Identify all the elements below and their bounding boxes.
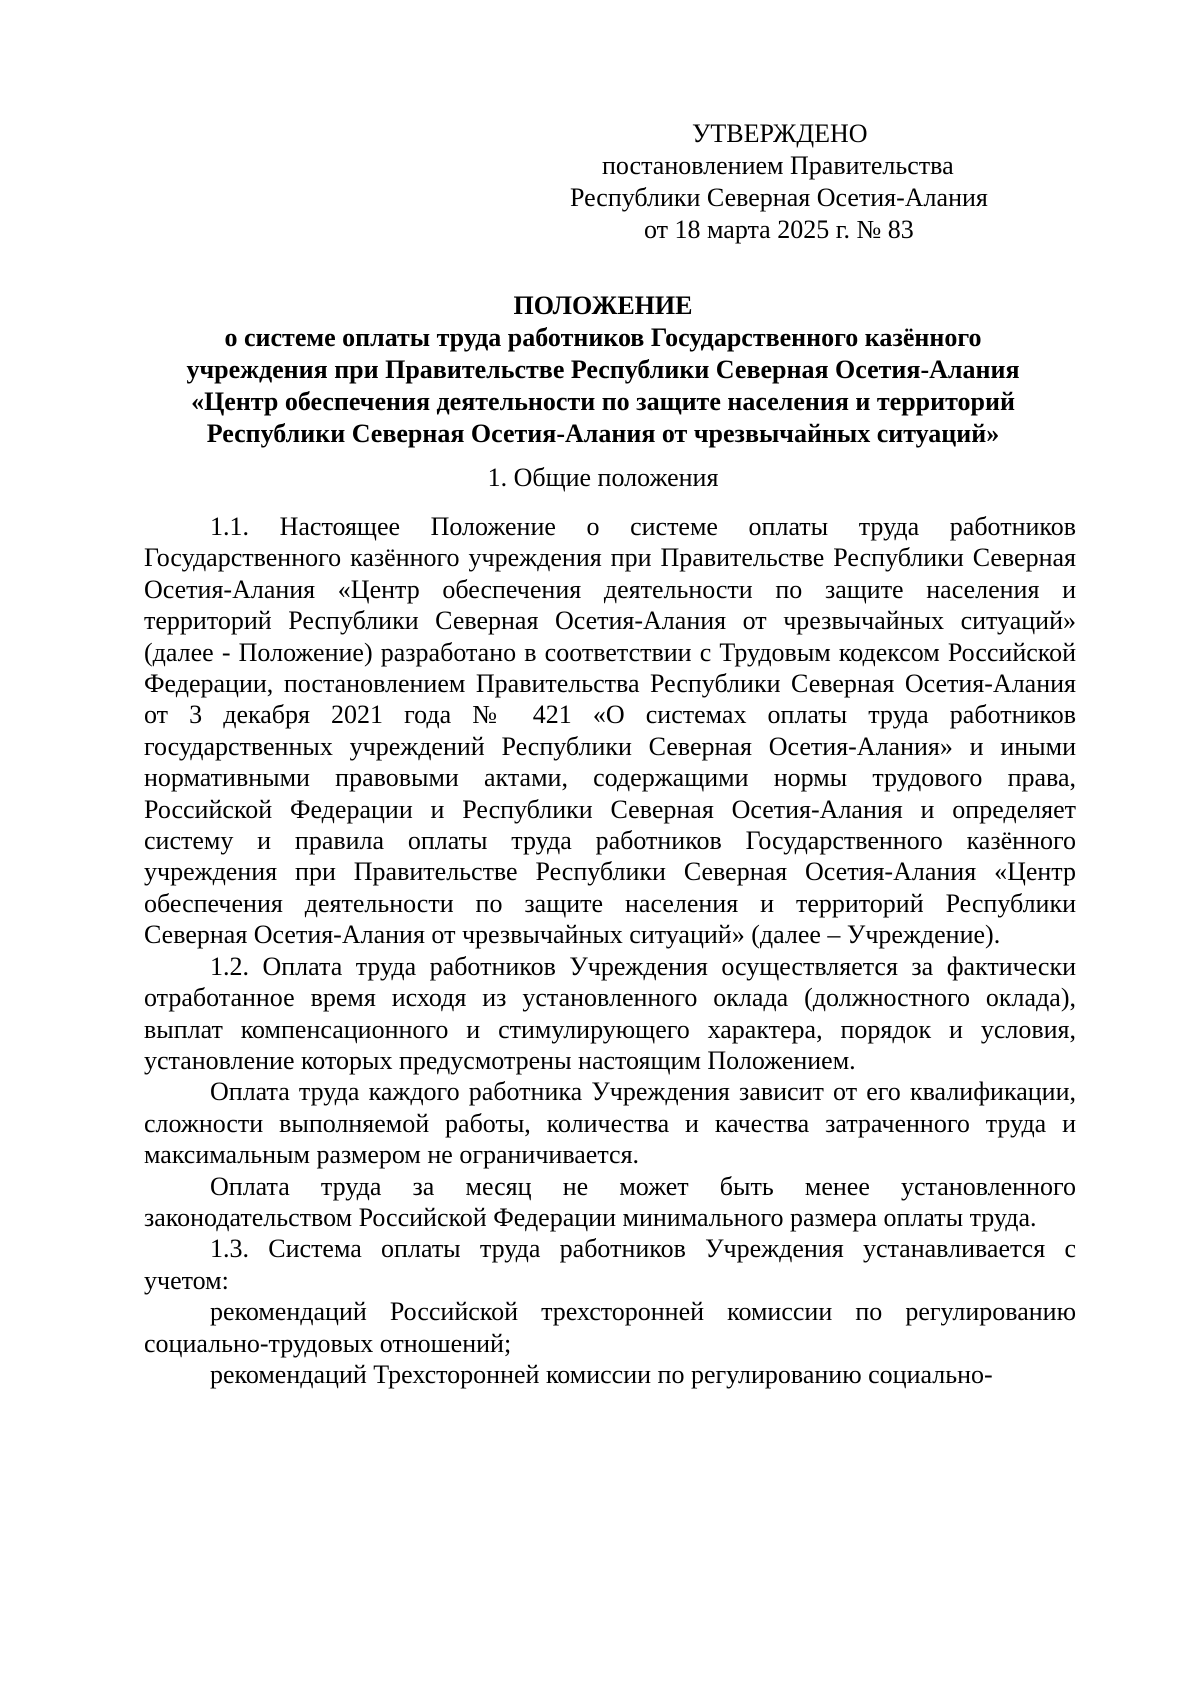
- title-main: ПОЛОЖЕНИЕ: [513, 291, 693, 320]
- section-body: [144, 511, 1076, 1390]
- paragraph: 1.1. Настоящее Положение о системе оплаты труда работников Государственного казённого учреждения при Правительстве Республики Северная Осетия-Алания «Центр обеспечения деятельности по защите населения и территорий Республики Северная Осетия-Алания от чрезвычайных ситуаций» (далее - Положение) разработано в соответствии с Трудовым кодексом Российской Федерации, постановлением Правительства Республики Северная Осетия-Алания от 3 декабря 2021 года № 421 «О системах оплаты труда работников государственных учреждений Республики Северная Осетия-Алания» и иными нормативными правовыми актами, содержащими нормы трудового права, Российской Федерации и Республики Северная Осетия-Алания и определяет систему и правила оплаты труда работников Государственного казённого учреждения при Правительстве Республики Северная Осетия-Алания «Центр обеспечения деятельности по защите населения и территорий Республики Северная Осетия-Алания от чрезвычайных ситуаций» (далее – Учреждение).: [144, 512, 1076, 950]
- approval-line: постановлением Правительства: [602, 151, 954, 180]
- document-title: [130, 290, 1076, 450]
- paragraph: рекомендаций Российской трехсторонней комиссии по регулированию социально-трудовых отношений;: [144, 1297, 1076, 1358]
- approval-stamp: [560, 118, 1160, 246]
- paragraph: 1.2. Оплата труда работников Учреждения осуществляется за фактически отработанное время исходя из установленного оклада (должностного оклада), выплат компенсационного и стимулирующего характера, порядок и условия, установление которых предусмотрены настоящим Положением.: [144, 951, 1076, 1075]
- approval-date: от 18 марта 2025 г. № 83: [644, 215, 914, 244]
- approval-heading: УТВЕРЖДЕНО: [692, 119, 868, 148]
- paragraph: рекомендаций Трехсторонней комиссии по регулированию социально-: [210, 1359, 993, 1389]
- section-heading: 1. Общие положения: [487, 463, 719, 492]
- paragraph: Оплата труда каждого работника Учреждения зависит от его квалификации, сложности выполняемой работы, количества и качества затраченного труда и максимальным размером не ограничивается.: [144, 1077, 1076, 1170]
- title-line: учреждения при Правительстве Республики Северная Осетия-Алания: [186, 355, 1020, 384]
- title-line: о системе оплаты труда работников Государственного казённого: [224, 323, 982, 352]
- title-line: Республики Северная Осетия-Алания от чрезвычайных ситуаций»: [206, 419, 1000, 448]
- approval-line: Республики Северная Осетия-Алания: [570, 183, 988, 212]
- paragraph: Оплата труда за месяц не может быть менее установленного законодательством Российской Федерации минимального размера оплаты труда.: [144, 1171, 1076, 1232]
- paragraph: 1.3. Система оплаты труда работников Учреждения устанавливается с учетом:: [144, 1234, 1076, 1295]
- title-line: «Центр обеспечения деятельности по защите населения и территорий: [191, 387, 1015, 416]
